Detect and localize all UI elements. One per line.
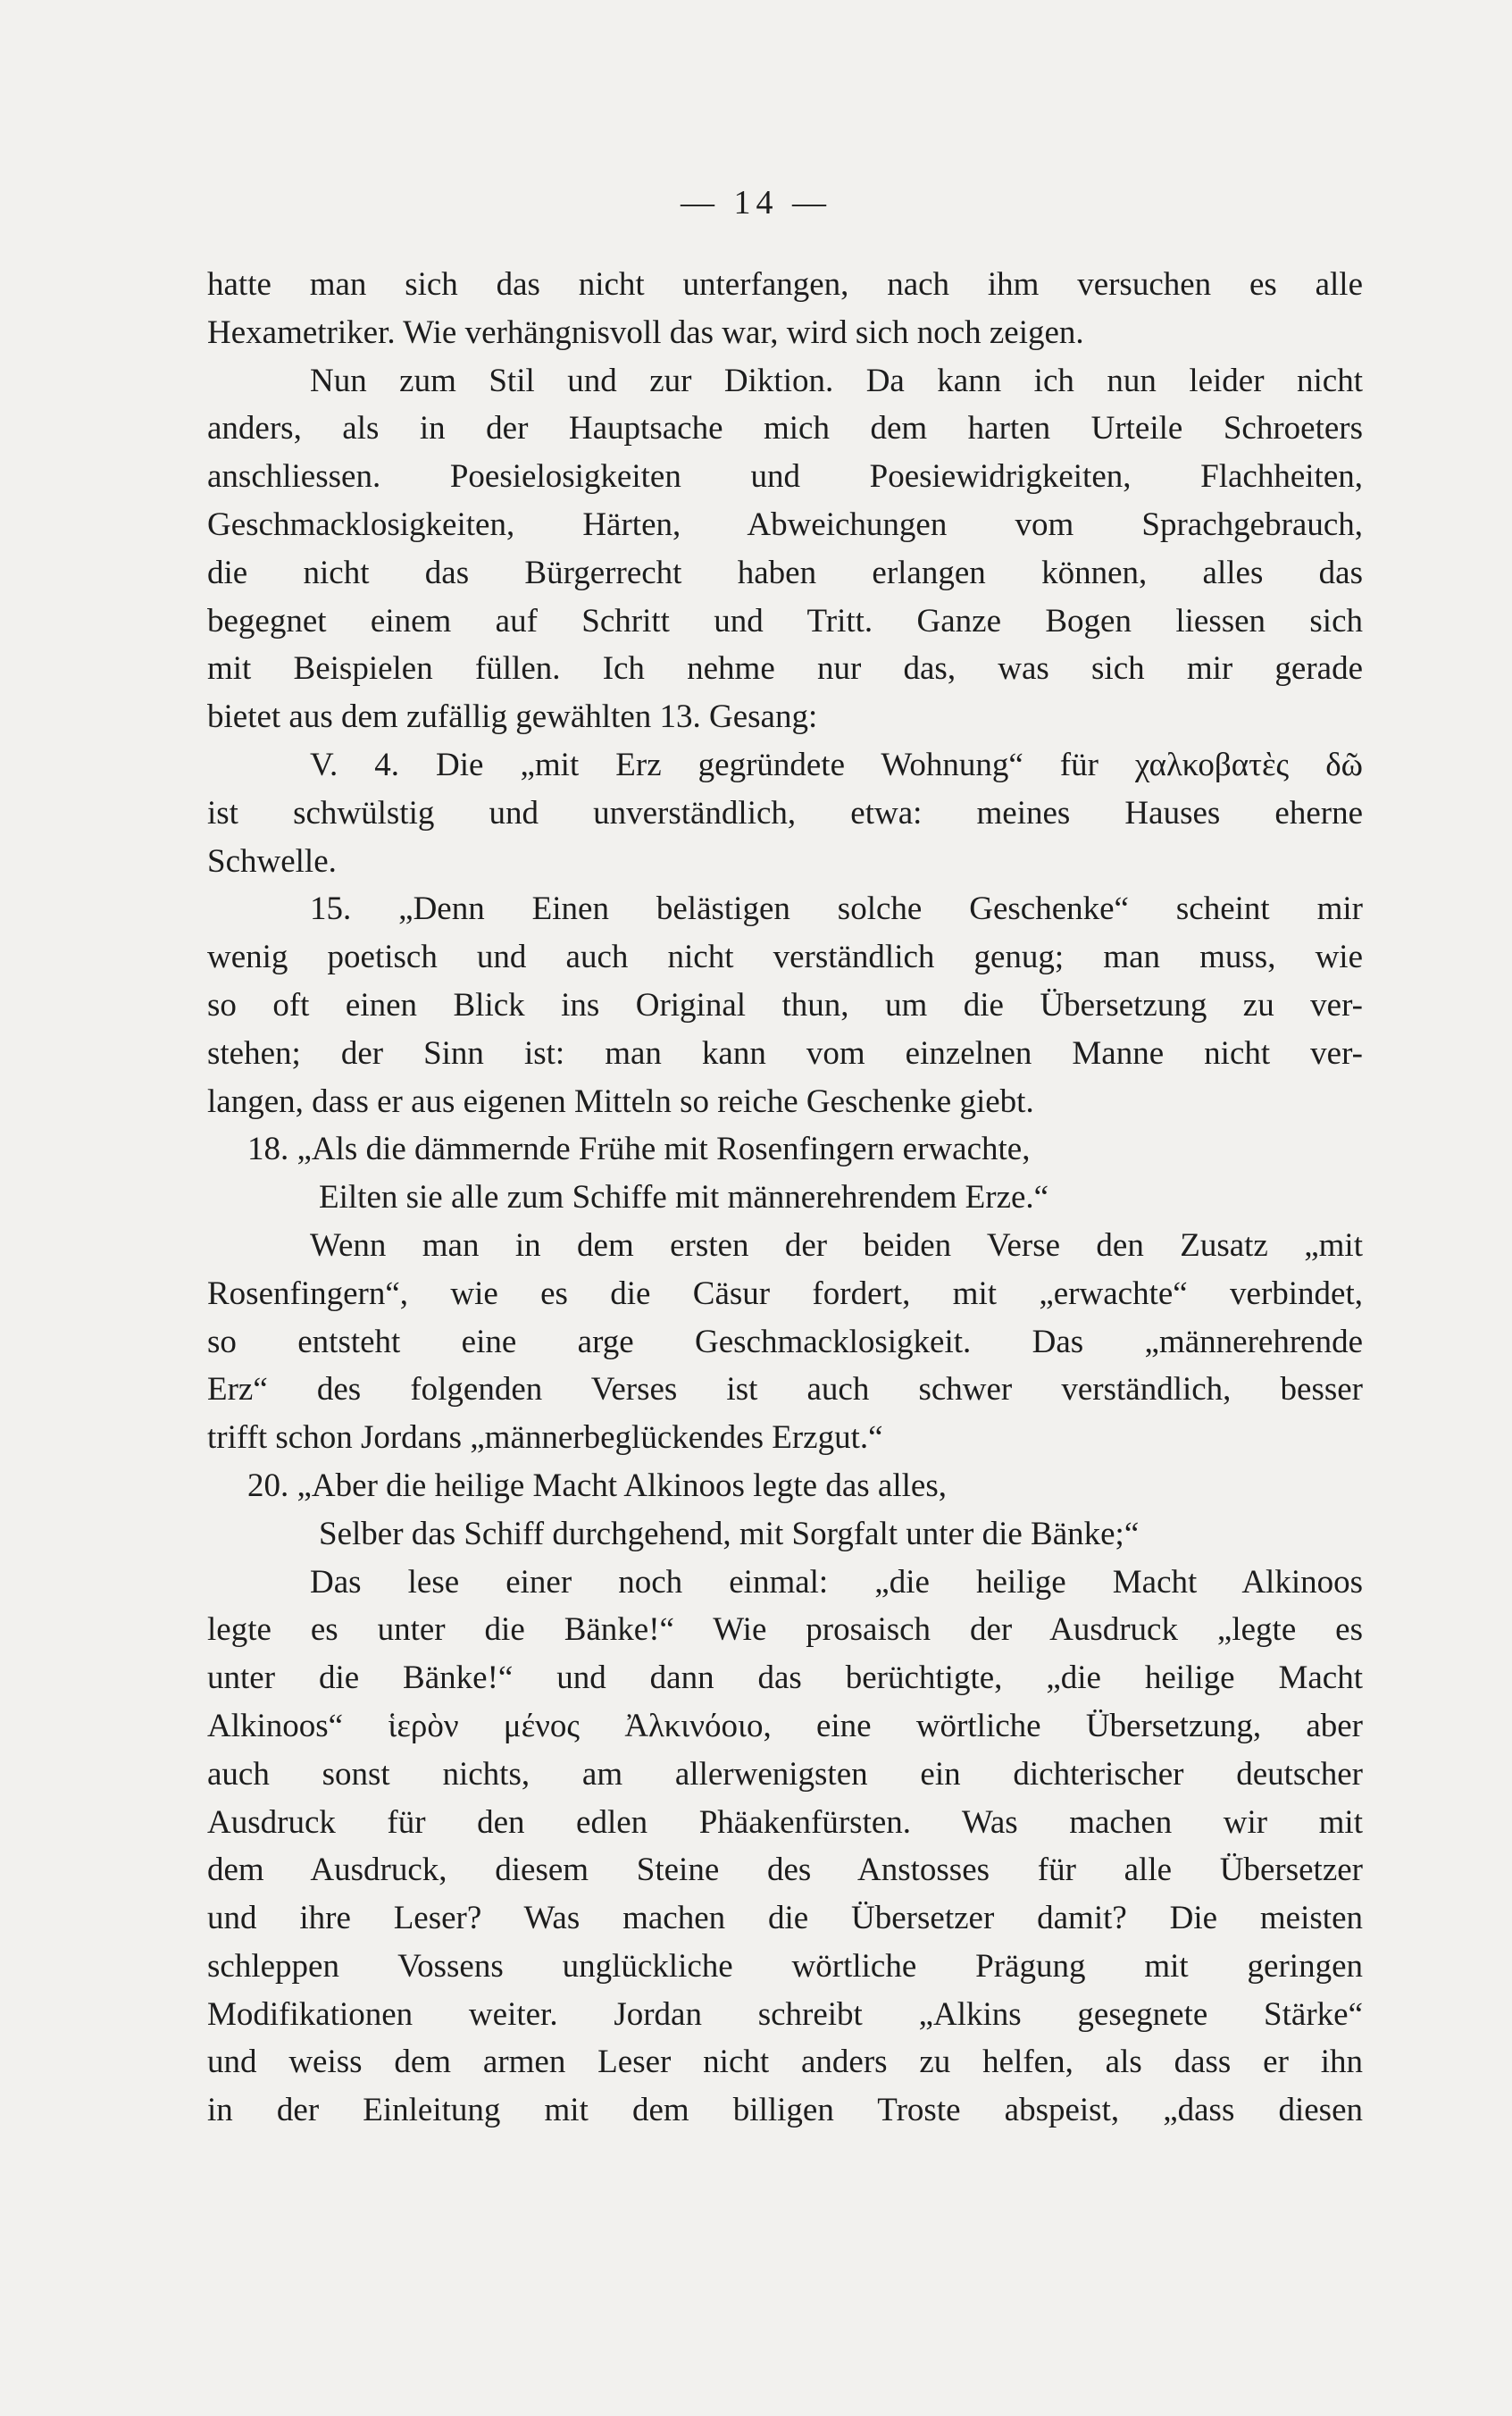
text-line: Schwelle. — [207, 842, 337, 880]
text-line: langen, dass er aus eigenen Mitteln so reiche Geschenke giebt. — [207, 1083, 1034, 1120]
text-line: hatte man sich das nicht unterfangen, nach ihm versuchen es alle — [207, 266, 1363, 303]
text-line: Rosenfingern“, wie es die Cäsur fordert, mit „erwachte“ verbindet, — [207, 1275, 1363, 1312]
text-line: Modifikationen weiter. Jordan schreibt „Alkins gesegnete Stärke“ — [207, 1995, 1363, 2033]
text-line: und weiss dem armen Leser nicht anders zu helfen, als dass er ihn — [207, 2044, 1363, 2081]
text-line: in der Einleitung mit dem billigen Troste abspeist, „dass diesen — [207, 2092, 1363, 2129]
text-line: anschliessen. Poesielosigkeiten und Poesiewidrigkeiten, Flachheiten, — [207, 458, 1363, 496]
text-line: begegnet einem auf Schritt und Tritt. Ganze Bogen liessen sich — [207, 602, 1363, 640]
text-line: Nun zum Stil und zur Diktion. Da kann ich nun leider nicht — [310, 362, 1363, 399]
text-line: Selber das Schiff durchgehend, mit Sorgfalt unter die Bänke;“ — [319, 1515, 1140, 1552]
text-line: Ausdruck für den edlen Phäakenfürsten. Was machen wir mit — [207, 1803, 1363, 1841]
body-text — [207, 261, 1363, 2135]
text-line: Hexametriker. Wie verhängnisvoll das war, wird sich noch zeigen. — [207, 313, 1084, 351]
text-line: und ihre Leser? Was machen die Übersetzer damit? Die meisten — [207, 1900, 1363, 1937]
text-line: Eilten sie alle zum Schiffe mit männerehrendem Erze.“ — [319, 1179, 1049, 1216]
text-line: Das lese einer noch einmal: „die heilige Macht Alkinoos — [310, 1563, 1363, 1601]
text-line: Erz“ des folgenden Verses ist auch schwer verständlich, besser — [207, 1371, 1363, 1409]
text-line: die nicht das Bürgerrecht haben erlangen können, alles das — [207, 554, 1363, 591]
text-line: 18. „Als die dämmernde Frühe mit Rosenfingern erwachte, — [247, 1131, 1031, 1168]
text-line: 20. „Aber die heilige Macht Alkinoos legte das alles, — [247, 1467, 947, 1504]
text-line: legte es unter die Bänke!“ Wie prosaisch der Ausdruck „legte es — [207, 1611, 1363, 1649]
text-line: trifft schon Jordans „männerbeglückendes Erzgut.“ — [207, 1419, 883, 1457]
text-line: stehen; der Sinn ist: man kann vom einzelnen Manne nicht ver- — [207, 1034, 1363, 1072]
text-line: so oft einen Blick ins Original thun, um die Übersetzung zu ver- — [207, 986, 1363, 1024]
text-line: V. 4. Die „mit Erz gegründete Wohnung“ für χαλκοβατὲς δῶ — [310, 746, 1363, 783]
text-line: bietet aus dem zufällig gewählten 13. Gesang: — [207, 698, 818, 736]
text-line: Wenn man in dem ersten der beiden Verse den Zusatz „mit — [310, 1226, 1363, 1264]
text-line: auch sonst nichts, am allerwenigsten ein dichterischer deutscher — [207, 1755, 1363, 1793]
text-line: Geschmacklosigkeiten, Härten, Abweichungen vom Sprachgebrauch, — [207, 506, 1363, 543]
text-line: schleppen Vossens unglückliche wörtliche Prägung mit geringen — [207, 1947, 1363, 1985]
text-line: anders, als in der Hauptsache mich dem harten Urteile Schroeters — [207, 410, 1363, 447]
page-number-header: — 14 — — [681, 184, 831, 222]
text-line: unter die Bänke!“ und dann das berüchtigte, „die heilige Macht — [207, 1659, 1363, 1697]
text-line: Alkinoos“ ἱερὸν μένος Ἀλκινόοιο, eine wörtliche Übersetzung, aber — [207, 1707, 1363, 1744]
text-line: mit Beispielen füllen. Ich nehme nur das, was sich mir gerade — [207, 650, 1363, 688]
text-line: dem Ausdruck, diesem Steine des Anstosses für alle Übersetzer — [207, 1852, 1363, 1889]
text-line: so entsteht eine arge Geschmacklosigkeit. Das „männerehrende — [207, 1323, 1363, 1360]
text-line: wenig poetisch und auch nicht verständlich genug; man muss, wie — [207, 939, 1363, 976]
text-line: ist schwülstig und unverständlich, etwa: meines Hauses eherne — [207, 794, 1363, 832]
text-line: 15. „Denn Einen belästigen solche Geschenke“ scheint mir — [310, 890, 1363, 928]
